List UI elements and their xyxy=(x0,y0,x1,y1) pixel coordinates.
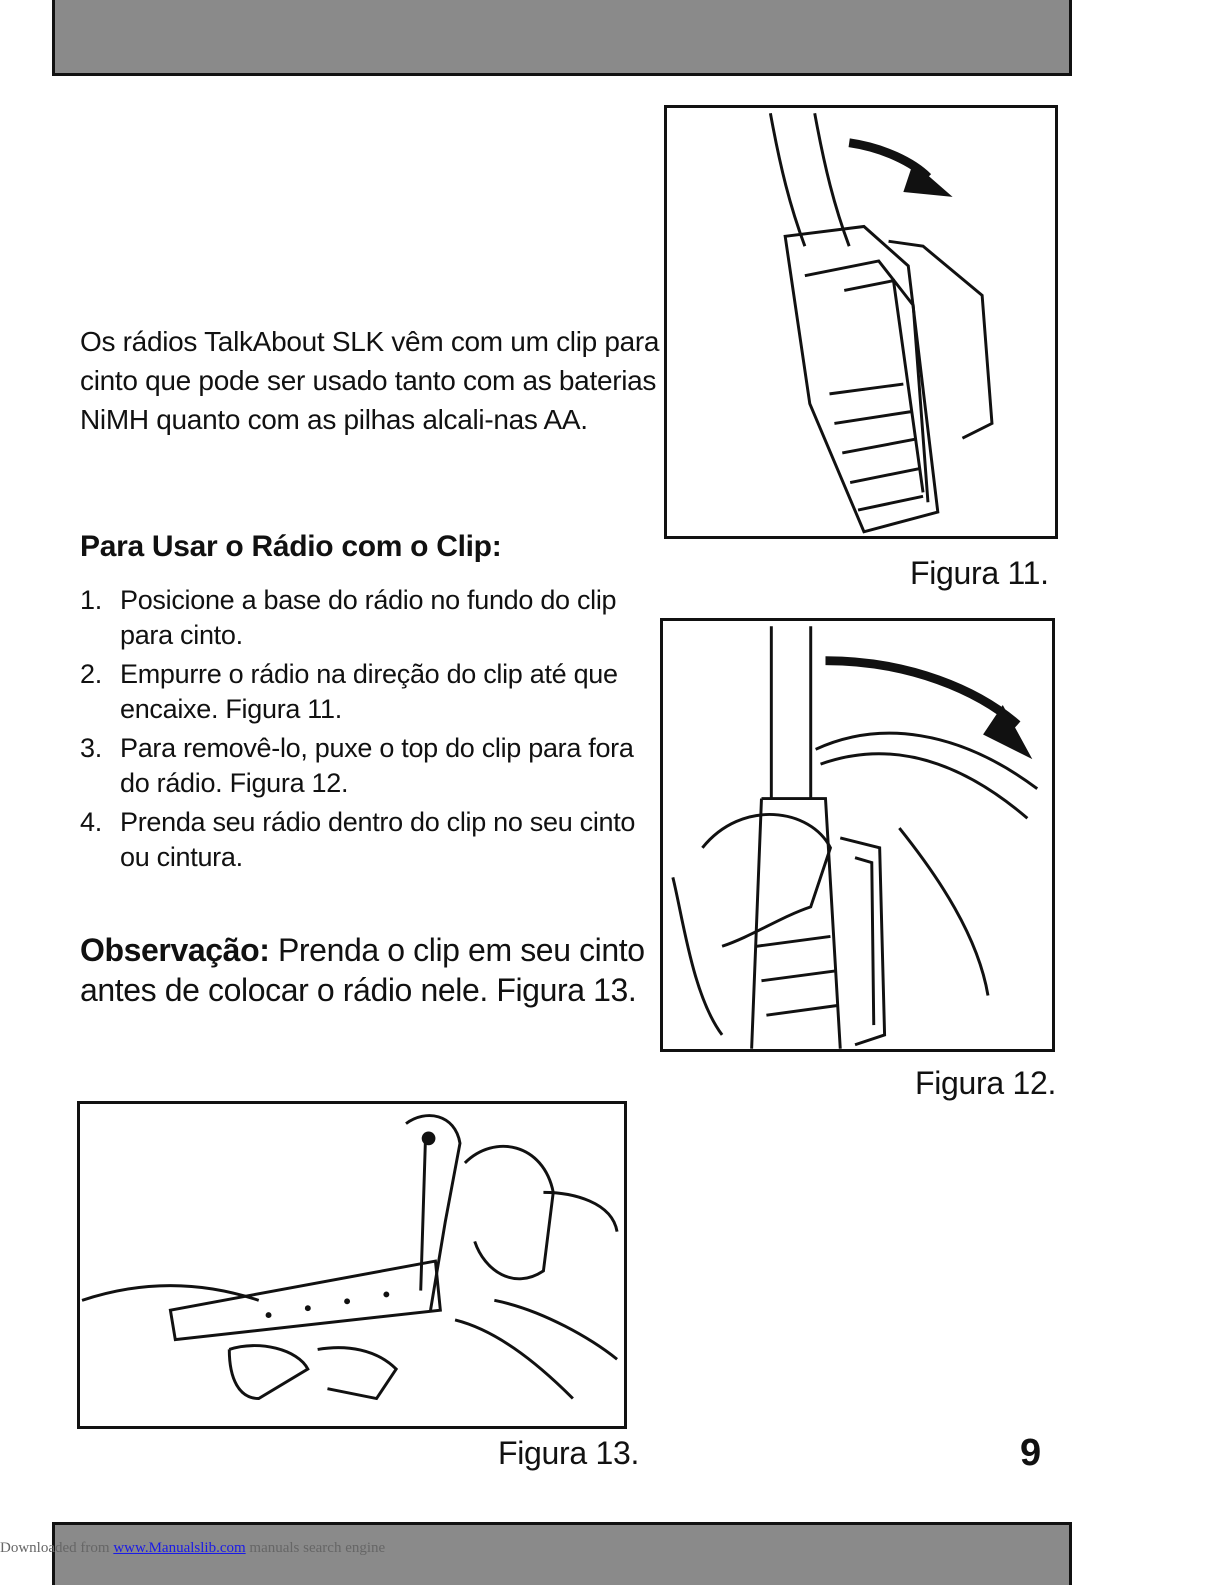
step-number: 4. xyxy=(80,807,102,837)
note-label: Observação: xyxy=(80,932,270,968)
radio-clip-attach-icon xyxy=(667,108,1055,536)
list-item xyxy=(80,805,660,875)
list-item xyxy=(80,583,660,653)
figure-12-caption: Figura 12. xyxy=(915,1065,1057,1101)
figure-12-illustration xyxy=(660,618,1055,1052)
note-paragraph xyxy=(80,930,670,1010)
step-text: Para removê-lo, puxe o top do clip para fora do rádio. Figura 12. xyxy=(120,733,634,798)
list-item xyxy=(80,657,660,727)
page-number: 9 xyxy=(1020,1432,1042,1474)
step-number: 3. xyxy=(80,733,102,763)
list-item xyxy=(80,731,660,801)
belt-clip-icon xyxy=(80,1104,624,1426)
footer-prefix: Downloaded from xyxy=(0,1540,114,1556)
header-bar xyxy=(52,0,1072,76)
step-number: 2. xyxy=(80,659,102,689)
figure-13-caption: Figura 13. xyxy=(498,1435,640,1471)
figure-11-illustration xyxy=(664,105,1058,539)
footer-text xyxy=(0,1540,385,1557)
radio-clip-remove-icon xyxy=(663,621,1052,1049)
intro-paragraph: Os rádios TalkAbout SLK vêm com um clip para cinto que pode ser usado tanto com as baterias NiMH quanto com as pilhas alcali-nas AA. xyxy=(80,326,660,435)
footer-suffix: manuals search engine xyxy=(245,1540,386,1556)
step-text: Prenda seu rádio dentro do clip no seu cinto ou cintura. xyxy=(120,807,636,872)
figure-13-illustration xyxy=(77,1101,627,1429)
figure-11-caption: Figura 11. xyxy=(910,555,1049,591)
manualslib-link[interactable]: www.Manualslib.com xyxy=(113,1540,246,1556)
step-text: Posicione a base do rádio no fundo do clip para cinto. xyxy=(120,585,617,650)
note-text: Prenda o clip em seu cinto antes de colocar o rádio nele. Figura 13. xyxy=(80,932,645,1008)
step-text: Empurre o rádio na direção do clip até que encaixe. Figura 11. xyxy=(120,659,618,724)
section-title: Para Usar o Rádio com o Clip: xyxy=(80,530,502,563)
steps-list xyxy=(80,583,660,879)
step-number: 1. xyxy=(80,585,102,615)
